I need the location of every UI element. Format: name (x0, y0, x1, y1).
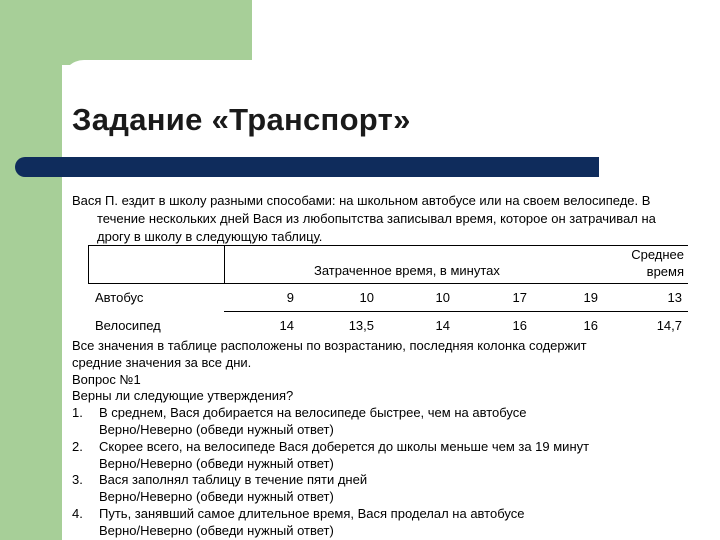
intro-line-1: Вася П. ездит в школу разными способами: на школьном автобусе или на своем велосипеде. В (72, 193, 651, 208)
question-label: Вопрос №1 (72, 371, 141, 387)
table-top-border (88, 245, 688, 246)
intro-line-3: дрогу в школу в следующую таблицу. (97, 229, 323, 244)
row-label-bus: Автобус (95, 290, 144, 305)
bike-day-4: 16 (512, 318, 527, 333)
statement-1-answer-hint: Верно/Неверно (обведи нужный ответ) (99, 421, 334, 437)
statement-4-number: 4. (72, 505, 83, 521)
statement-1-text: В среднем, Вася добирается на велосипеде быстрее, чем на автобусе (99, 405, 527, 421)
question-text: Верны ли следующие утверждения? (72, 388, 294, 404)
header-average-line-2: время (646, 264, 684, 279)
statement-1-number: 1. (72, 405, 83, 421)
header-average-line-1: Среднее (631, 247, 684, 262)
row-label-bicycle: Велосипед (95, 318, 161, 333)
bike-day-5: 16 (583, 318, 598, 333)
bus-day-1: 9 (286, 290, 294, 305)
bike-day-1: 14 (279, 318, 294, 333)
table-left-border (88, 245, 89, 283)
statement-2-answer-hint: Верно/Неверно (обведи нужный ответ) (99, 455, 334, 471)
statement-3-answer-hint: Верно/Неверно (обведи нужный ответ) (99, 489, 334, 505)
task-text (72, 338, 712, 540)
statement-1 (72, 405, 712, 422)
slide-title: Задание «Транспорт» (72, 102, 411, 137)
bus-day-4: 17 (512, 290, 527, 305)
statement-2-number: 2. (72, 438, 83, 454)
statement-4 (72, 506, 712, 523)
table-header-divider (88, 283, 688, 284)
bike-day-2: 13,5 (348, 318, 374, 333)
statement-3-number: 3. (72, 472, 83, 488)
intro-line-2: течение нескольких дней Вася из любопытства записывал время, которое он затрачивал на (97, 211, 656, 226)
statement-4-answer-hint: Верно/Неверно (обведи нужный ответ) (99, 522, 334, 538)
bus-day-5: 19 (583, 290, 598, 305)
row-divider (224, 311, 688, 312)
travel-time-table (88, 245, 688, 345)
statement-3-text: Вася заполнял таблицу в течение пяти дней (99, 472, 368, 488)
bike-day-3: 14 (435, 318, 450, 333)
intro-paragraph (72, 192, 712, 246)
note-line-1: Все значения в таблице расположены по возрастанию, последняя колонка содержит (72, 338, 587, 353)
bus-day-3: 10 (435, 290, 450, 305)
statement-2-text: Скорее всего, на велосипеде Вася доберется до школы меньше чем за 19 минут (99, 438, 590, 454)
bus-average: 13 (667, 290, 682, 305)
title-underline-bar (15, 157, 599, 177)
statement-2 (72, 439, 712, 456)
decorative-green-strip-left (0, 0, 62, 540)
statement-4-text: Путь, занявший самое длительное время, Вася проделал на автобусе (99, 505, 525, 521)
bike-average: 14,7 (656, 318, 682, 333)
header-time-spent: Затраченное время, в минутах (314, 263, 500, 278)
note-line-2: средние значения за все дни. (72, 354, 252, 370)
bus-day-2: 10 (359, 290, 374, 305)
statement-3 (72, 472, 712, 489)
table-label-divider (224, 245, 225, 283)
